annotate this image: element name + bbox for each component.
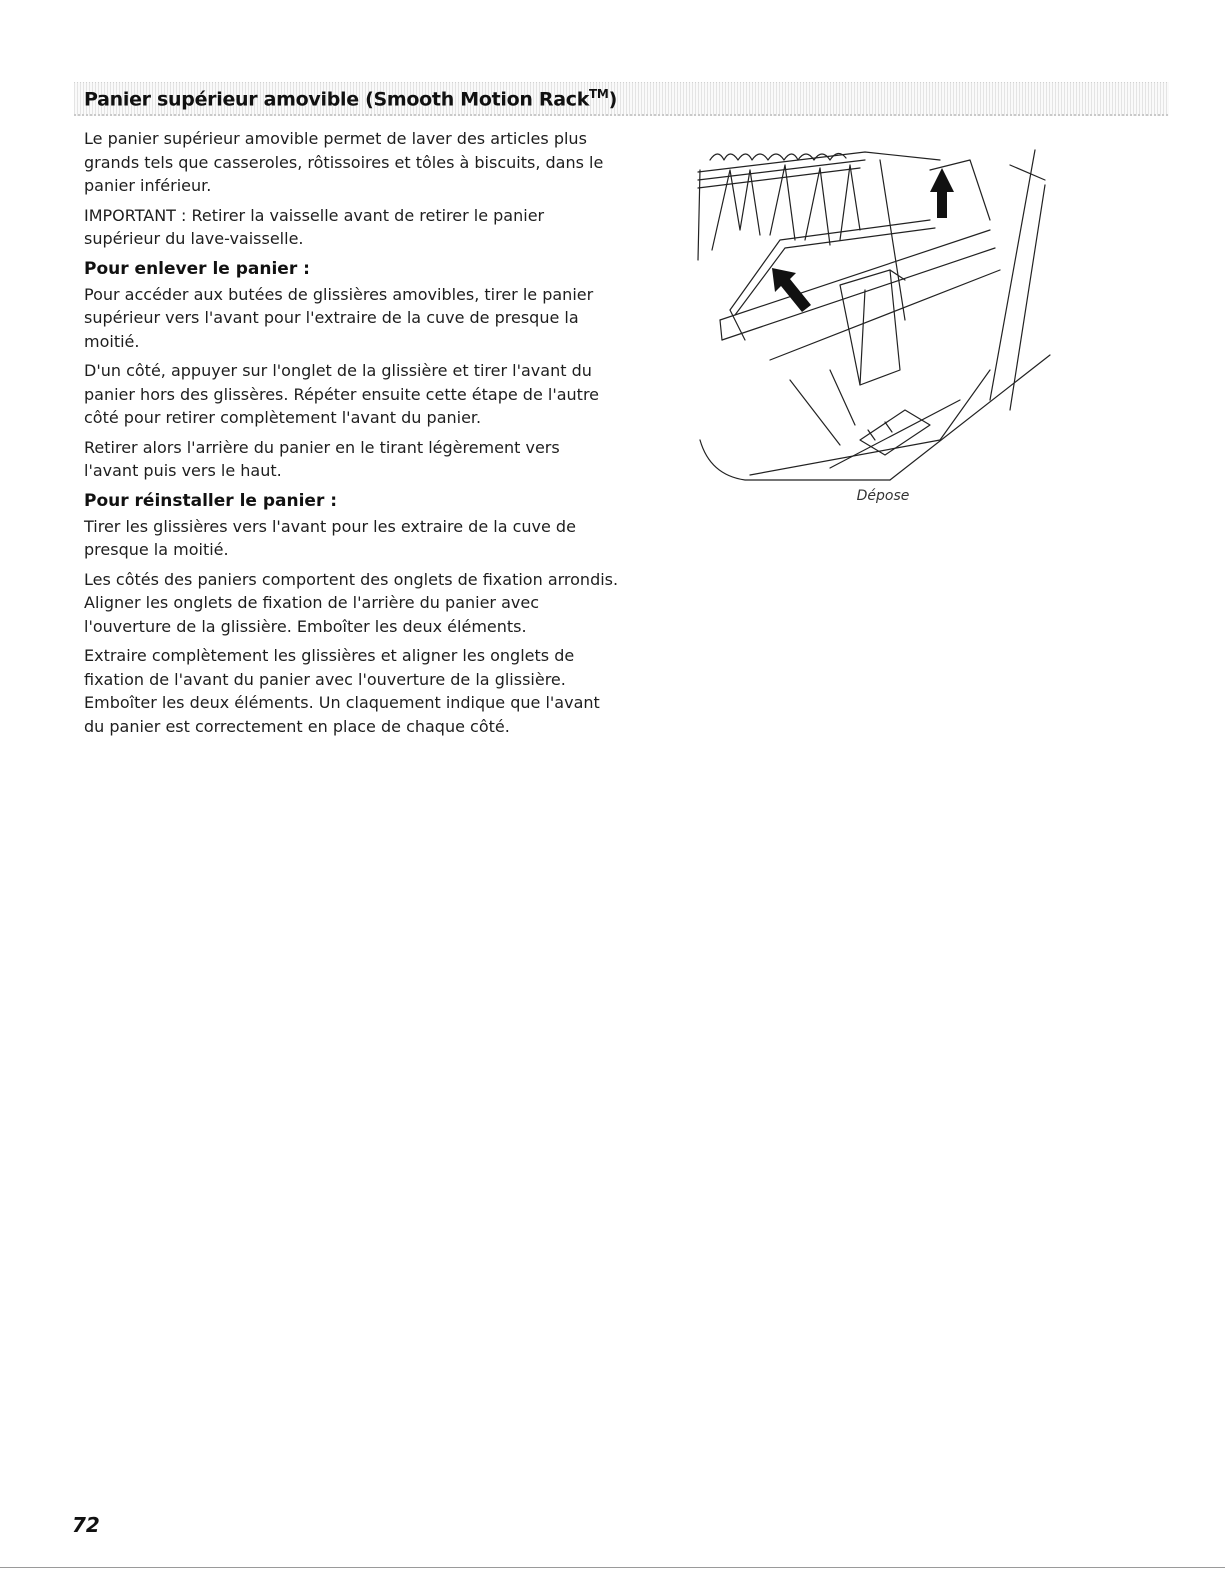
- up-arrow-icon: [930, 168, 954, 218]
- reinstall-step-3: Extraire complètement les glissières et aligner les onglets de fixation de l'avant du panier avec l'ouverture de la glissière. Emboîter les deux éléments. Un claquement indique que l'avant du panier est correctement en place de chaque côté.: [84, 646, 600, 736]
- reinstall-step-2: Les côtés des paniers comportent des onglets de fixation arrondis. Aligner les onglets de fixation de l'arrière du panier avec l'ouverture de la glissière. Emboîter les deux éléments.: [84, 569, 619, 636]
- reinstall-step-1: Tirer les glissières vers l'avant pour les extraire de la cuve de presque la moitié.: [84, 516, 576, 559]
- trademark-mark: TM: [589, 87, 609, 101]
- body-text-column: [84, 127, 619, 744]
- figure-caption: Dépose: [856, 488, 910, 504]
- page-number: 72: [72, 1513, 100, 1537]
- remove-step-2: D'un côté, appuyer sur l'onglet de la glissière et tirer l'avant du panier hors des glissères. Répéter ensuite cette étape de l'autre côté pour retirer complètement l'avant du panier.: [84, 361, 600, 427]
- intro-paragraph: Le panier supérieur amovible permet de laver des articles plus grands tels que casseroles, rôtissoires et tôles à biscuits, dans le panier inférieur.: [84, 129, 604, 195]
- remove-step-1: Pour accéder aux butées de glissières amovibles, tirer le panier supérieur vers l'avant pour l'extraire de la cuve de presque la moitié.: [84, 284, 594, 351]
- section-title: [84, 87, 617, 110]
- door-hinge: [860, 410, 930, 455]
- rack-removal-illustration: [690, 140, 1060, 490]
- bottom-rule: [0, 1567, 1225, 1568]
- remove-step-3: Retirer alors l'arrière du panier en le tirant légèrement vers l'avant puis vers le haut.: [84, 437, 560, 480]
- diagonal-arrow-icon: [772, 268, 811, 312]
- section-title-bar: [74, 82, 1169, 116]
- silverware-basket: [790, 270, 905, 445]
- slide-rail: [720, 230, 1000, 360]
- remove-heading: Pour enlever le panier :: [84, 258, 310, 279]
- reinstall-heading: Pour réinstaller le panier :: [84, 490, 338, 511]
- title-close-paren: ): [608, 88, 617, 111]
- important-note: IMPORTANT : Retirer la vaisselle avant de retirer le panier supérieur du lave-vaisselle.: [84, 205, 545, 248]
- title-text: Panier supérieur amovible (Smooth Motion Rack: [84, 88, 590, 111]
